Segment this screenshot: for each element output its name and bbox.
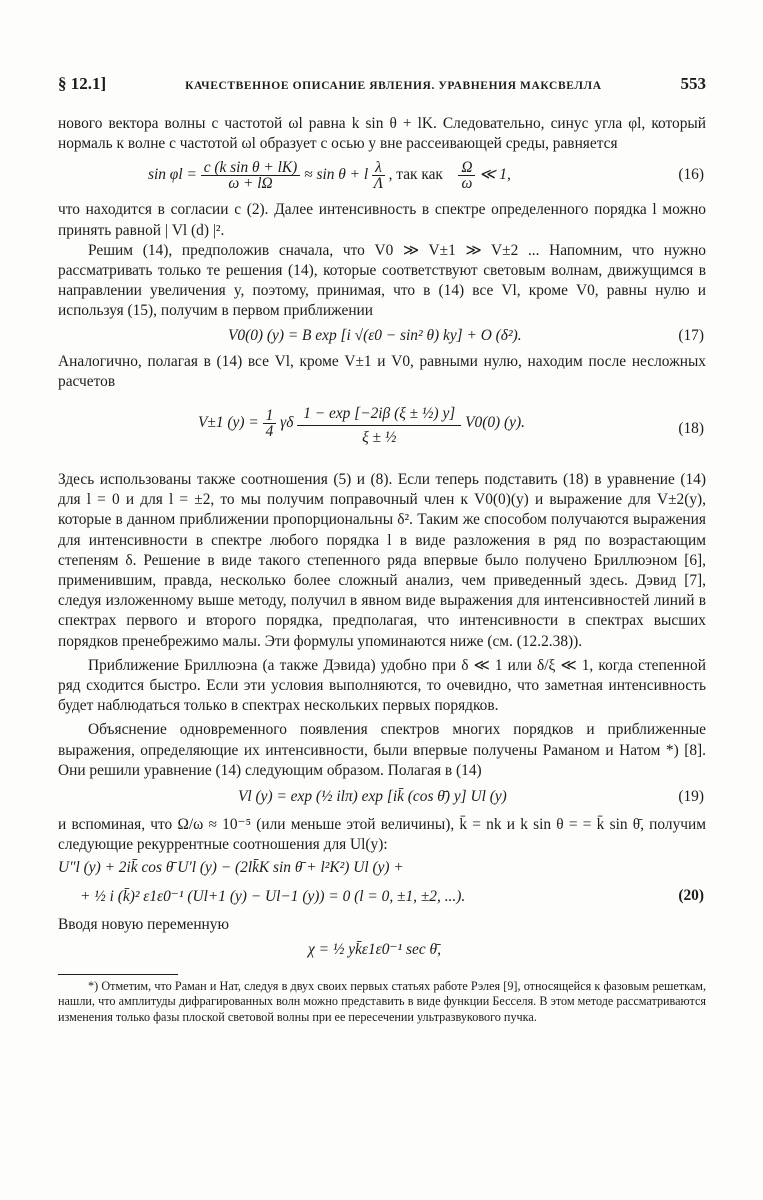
eq20-line-2: + ½ i (k̄)² ε1ε0⁻¹ (Ul+1 (y) − Ul−1 (y)) = 0 (l = 0, ±1, ±2, ...).	[80, 888, 466, 906]
eq18-numerator: 1 − exp [−2iβ (ξ ± ½) y]	[297, 402, 461, 426]
paragraph: что находится в согласии с (2). Далее интенсивность в спектре определенного порядка l можно принять равной | Vl (d) |².	[58, 201, 706, 239]
equation-20	[58, 855, 706, 915]
equation-chi	[58, 936, 706, 966]
equation-number: (19)	[678, 788, 704, 806]
paragraph: Приближение Бриллюэна (а также Дэвида) удобно при δ ≪ 1 или δ/ξ ≪ 1, когда степенной ряд сходится быстро. Если эти условия выполняются, то очевидно, что заметная интенсивность будет наблюдаться только в спектрах нескольких первых порядков.	[58, 656, 706, 715]
eq18-coef-den: 4	[265, 423, 274, 441]
equation-number: (17)	[678, 326, 704, 344]
eq16-lambda-fraction	[372, 160, 385, 191]
eq16-lambda-den: Λ	[373, 175, 384, 193]
footnote-text: *) Отметим, что Раман и Нат, следуя в двух своих первых статьях работе Рэлея [9], относящейся к фазовым решеткам, нашли, что амплитуды дифрагированных волн можно представить в виде функции Бесселя. В этом методе рассматриваются изменения только фазы плоской световой волны при ее пересечении ультразвукового пучка.	[58, 978, 706, 1024]
eq-chi-body: χ = ½ yk̄ε1ε0⁻¹ sec θ̄,	[308, 940, 441, 958]
eq18-coefficient	[263, 408, 277, 439]
equation-number: (16)	[678, 166, 704, 184]
eq16-cond-den: ω	[461, 175, 473, 193]
eq19-body: Vl (y) = exp (½ ilπ) exp [ik̄ (cos θ̄) y] Ul (y)	[238, 788, 507, 806]
paragraph: Аналогично, полагая в (14) все Vl, кроме V±1 и V0, равными нулю, находим после несложных расчетов	[58, 352, 706, 390]
equation-number: (20)	[678, 887, 704, 905]
eq16-lhs: sin φl =	[148, 166, 197, 184]
running-header	[58, 74, 706, 94]
footnote-rule	[58, 974, 178, 975]
page	[58, 74, 706, 1025]
eq16-numerator: c (k sin θ + lK)	[201, 160, 301, 176]
equation-19	[58, 781, 706, 815]
paragraph: и вспоминая, что Ω/ω ≈ 10⁻⁵ (или меньше этой величины), k̄ = nk и k sin θ = = k̄ sin θ̄, получим следующие рекуррентные соотношения для Ul(y):	[58, 816, 706, 854]
eq18-denominator: ξ ± ½	[362, 429, 397, 447]
eq16-cond-rhs: ≪ 1,	[479, 166, 511, 184]
footnote	[58, 979, 706, 1025]
paragraph: Здесь использованы также соотношения (5) и (8). Если теперь подставить (18) в уравнение (14) для l = 0 и для l = ±2, то мы получим поправочный член к V0(0)(y) и выражение для V±2(y), которые в данном приближении пропорциональны δ². Таким же способом получаются выражения для интенсивности в спектре любого порядка l в виде разложения в ряд по возрастающим степеням δ. Решение в виде такого степенного ряда впервые было получено Бриллюэном [6], применившим, правда, несколько более сложный анализ, чем приведенный здесь. Дэвид [7], следуя изложенному выше методу, получил в явном виде выражения для интенсивностей линий в спектрах первого и второго порядка, предполагая, что интенсивности в спектрах высших порядков пренебрежимо малы. Эти формулы упоминаются ниже (см. (12.2.38)).	[58, 471, 706, 650]
paragraph: Вводя новую переменную	[58, 916, 229, 934]
page-number: 553	[680, 74, 706, 93]
eq18-lhs: V±1 (y) =	[198, 414, 259, 432]
paragraph: Решим (14), предположив сначала, что V0 ≫ V±1 ≫ V±2 ... Напомним, что нужно рассматривать только те решения (14), которые соответствуют световым волнам, движущимся в направлении увеличения y, поэтому, принимая, что в (14) все Vl, кроме V0, равны нулю и используя (15), получим в первом приближении	[58, 241, 706, 320]
paragraph: нового вектора волны с частотой ωl равна k sin θ + lK. Следовательно, синус угла φl, который нормаль к волне с частотой ωl образует с осью y вне рассеивающей среды, равняется	[58, 115, 706, 153]
eq18-gamma: γδ	[280, 414, 294, 432]
eq16-condition-fraction	[458, 160, 475, 191]
equation-number: (18)	[678, 420, 704, 438]
eq17-body: V0(0) (y) = B exp [i √(ε0 − sin² θ) ky] + O (δ²).	[228, 326, 522, 344]
eq16-middle: ≈ sin θ + l	[304, 166, 369, 184]
eq18-fraction	[297, 402, 461, 445]
eq16-cond-num: Ω	[458, 160, 475, 176]
eq16-fraction	[201, 160, 301, 191]
section-number: § 12.1]	[58, 74, 107, 93]
eq20-line-1: U″l (y) + 2ik̄ cos θ̄ U′l (y) − (2lk̄K sin θ̄ + l²K²) Ul (y) +	[58, 859, 404, 877]
paragraph: Объяснение одновременного появления спектров многих порядков и приближенные выражения, определяющие их интенсивности, были впервые получены Раманом и Натом *) [8]. Они решили уравнение (14) следующим образом. Полагая в (14)	[58, 721, 706, 779]
eq16-condition-text: , так как	[388, 166, 443, 184]
equation-18	[58, 392, 706, 470]
eq18-coef-num: 1	[263, 408, 277, 424]
eq16-lambda-num: λ	[372, 160, 385, 176]
eq16-denominator: ω + lΩ	[228, 175, 273, 193]
running-title: КАЧЕСТВЕННОЕ ОПИСАНИЕ ЯВЛЕНИЯ. УРАВНЕНИЯ МАКСВЕЛЛА	[185, 80, 602, 92]
eq18-rhs: V0(0) (y).	[465, 414, 525, 432]
equation-16	[58, 154, 706, 200]
equation-17	[58, 322, 706, 352]
